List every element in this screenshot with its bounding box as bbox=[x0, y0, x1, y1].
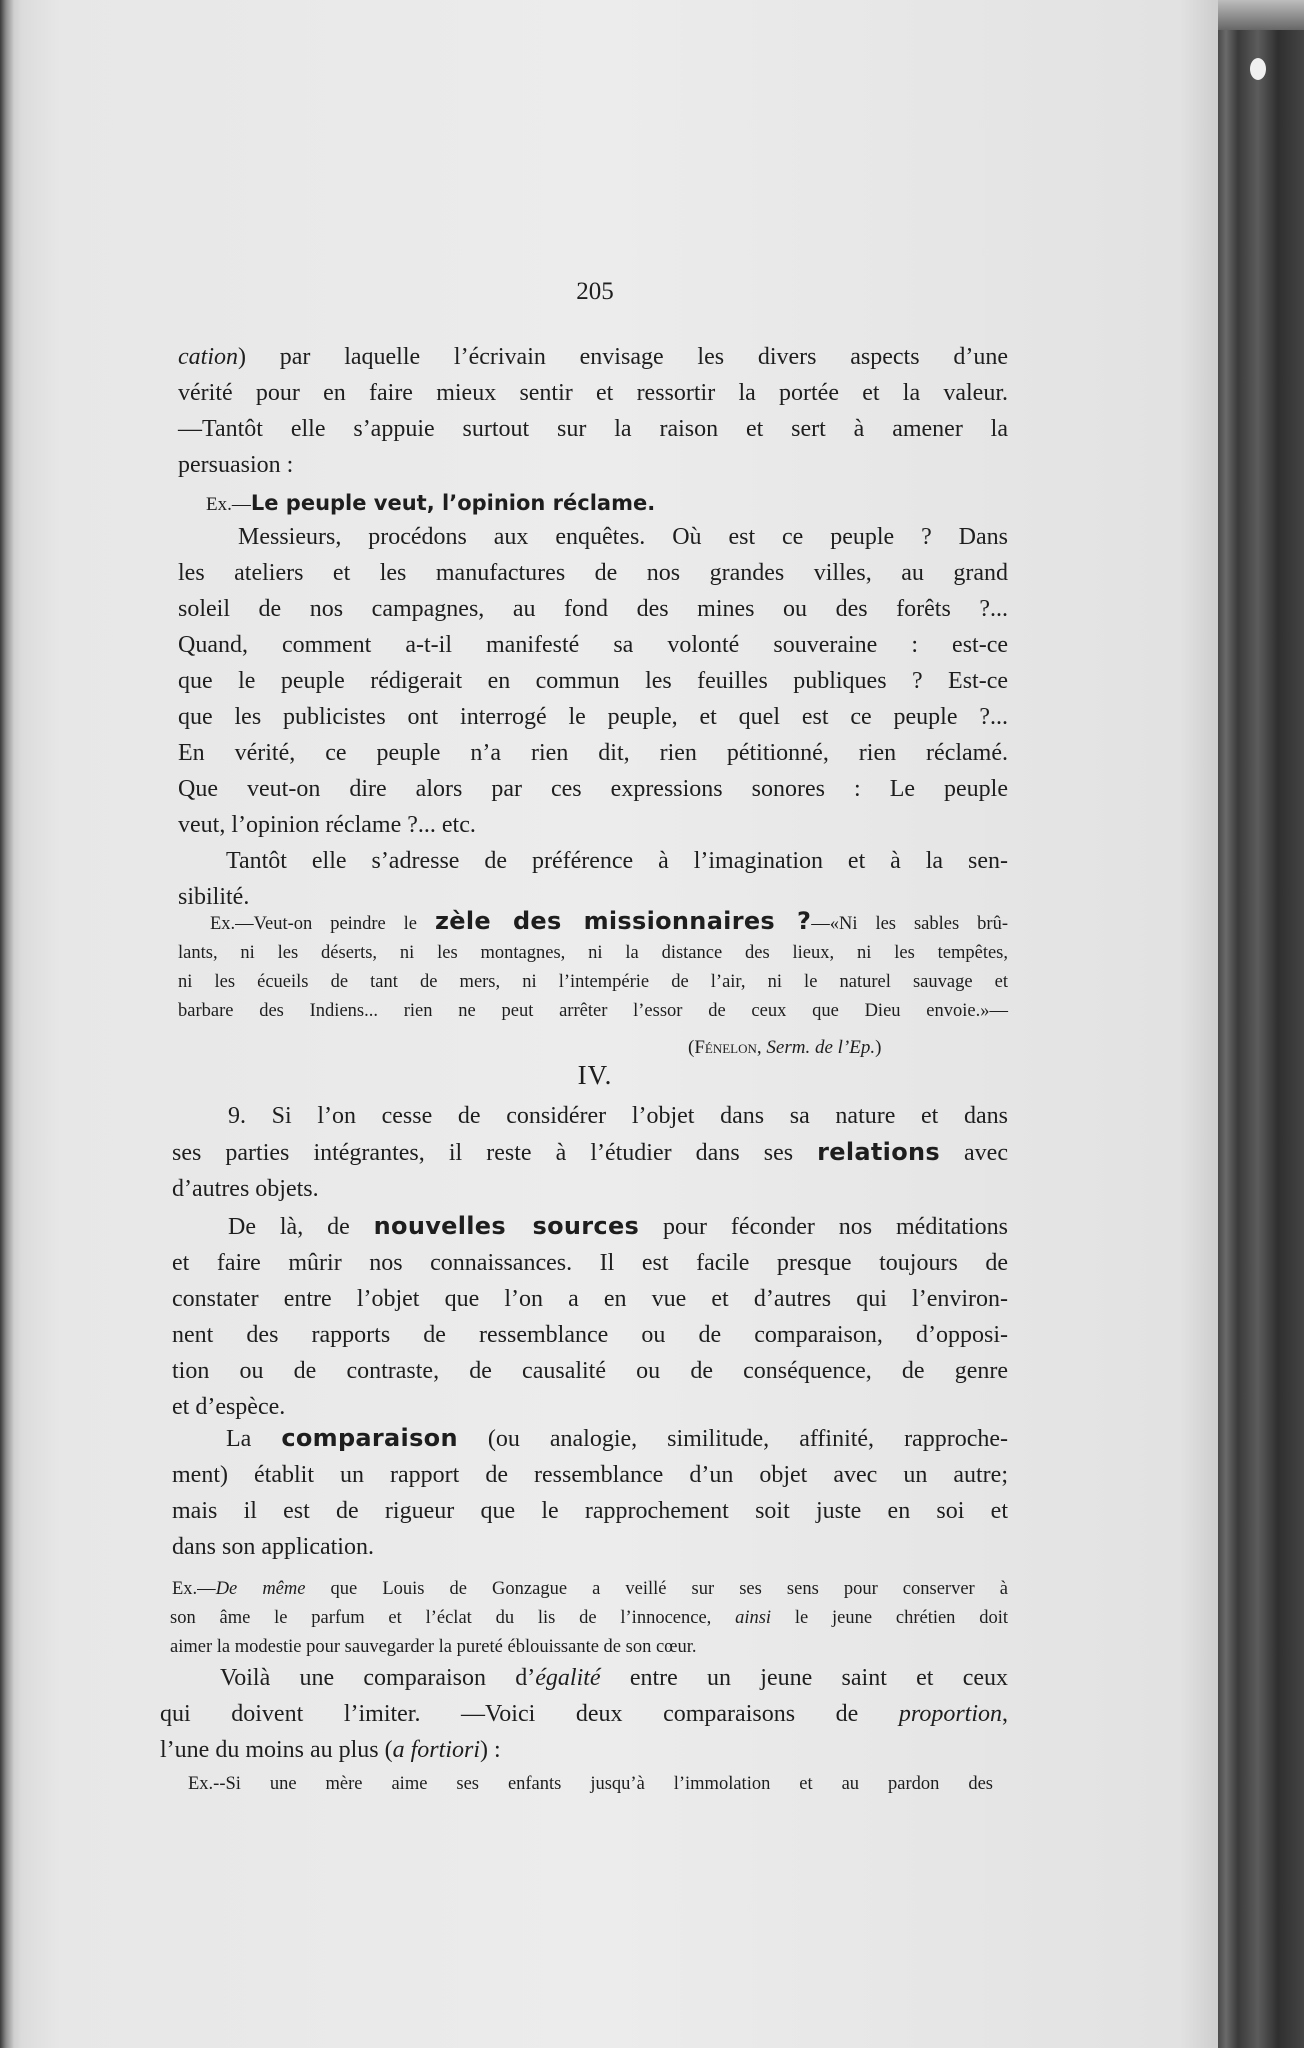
paragraph-sources: De là, de nouvelles sources pour féconder nos méditations et faire mûrir nos connaissances. Il est facile presque toujours de constater entre l’objet que l’on a en vue et d’autres qui l’environ- nent des rapports de ressemblance ou de comparaison, d’opposi- tion ou de contraste, de causalité ou de conséquence, de genre et d’espèce. bbox=[172, 1208, 1008, 1425]
paragraph-imagination bbox=[178, 843, 1008, 915]
emphasis: comparaison bbox=[281, 1424, 458, 1452]
text-line: sibilité. bbox=[178, 884, 250, 910]
text-line: —Tantôt elle s’appuie surtout sur la raison et sert à amener la bbox=[178, 416, 1008, 442]
example-heading bbox=[206, 485, 1036, 523]
text-line: mais il est de rigueur que le rapprochement soit juste en soi et bbox=[172, 1498, 1008, 1524]
text-line: constater entre l’objet que l’on a en vue et d’autres qui l’environ- bbox=[172, 1286, 1008, 1312]
text-line: soleil de nos campagnes, au fond des mines ou des forêts ?... bbox=[178, 596, 1008, 622]
text-line: En vérité, ce peuple n’a rien dit, rien pétitionné, rien réclamé. bbox=[178, 740, 1008, 766]
example-mother bbox=[188, 1770, 993, 1799]
paragraph-quote bbox=[178, 519, 1008, 843]
page-number: 205 bbox=[576, 278, 614, 305]
citation: (Fénelon, Serm. de l’Ep.) bbox=[688, 1037, 882, 1058]
text-line: que le peuple rédigerait en commun les feuilles publiques ? Est-ce bbox=[178, 668, 1008, 694]
text-line: cation) par laquelle l’écrivain envisage les divers aspects d’une bbox=[178, 344, 1008, 370]
paragraph-comparison: La comparaison (ou analogie, similitude, affinité, rapproche- ment) établit un rapport de ressemblance d’un objet avec un autre; mais il est de rigueur que le rapprochement soit juste en soi et dans son application. bbox=[172, 1420, 1008, 1565]
emphasis: nouvelles sources bbox=[373, 1212, 640, 1240]
text-line: que les publicistes ont interrogé le peuple, et quel est ce peuple ?... bbox=[178, 704, 1008, 730]
text-line: lants, ni les déserts, ni les montagnes, ni la distance des lieux, ni les tempêtes, bbox=[178, 943, 1008, 963]
text-line: Ex.--Si une mère aime ses enfants jusqu’à l’immolation et au pardon des bbox=[188, 1774, 993, 1794]
text-line: et d’espèce. bbox=[172, 1394, 286, 1420]
example-gonzague: Ex.—De même que Louis de Gonzague a veillé sur ses sens pour conserver à son âme le parfum et l’éclat du lis de l’innocence, ainsi le jeune chrétien doit aimer la modestie pour sauvegarder la pureté éblouissante de son cœur. bbox=[170, 1575, 1008, 1662]
text-line: Messieurs, procédons aux enquêtes. Où est ce peuple ? Dans bbox=[238, 524, 1008, 550]
text-line: ni les écueils de tant de mers, ni l’intempérie de l’air, ni le naturel sauvage et bbox=[178, 972, 1008, 992]
example-prefix: Ex.— bbox=[206, 494, 251, 515]
text-line: veut, l’opinion réclame ?... etc. bbox=[178, 812, 476, 838]
text-line: nent des rapports de ressemblance ou de comparaison, d’opposi- bbox=[172, 1322, 1008, 1348]
text-line: vérité pour en faire mieux sentir et ressortir la portée et la valeur. bbox=[178, 380, 1008, 406]
text-line: et faire mûrir nos connaissances. Il est facile presque toujours de bbox=[172, 1250, 1008, 1276]
emphasis: relations bbox=[817, 1138, 940, 1166]
text-line: 9. Si l’on cesse de considérer l’objet dans sa nature et dans bbox=[228, 1103, 1008, 1129]
text-line: Tantôt elle s’adresse de préférence à l’imagination et à la sen- bbox=[226, 848, 1008, 874]
text-line: les ateliers et les manufactures de nos grandes villes, au grand bbox=[178, 560, 1008, 586]
paragraph-continuation bbox=[178, 339, 1008, 483]
text-line: dans son application. bbox=[172, 1534, 374, 1560]
paragraph-equality: Voilà une comparaison d’égalité entre un jeune saint et ceux qui doivent l’imiter. —Voici deux comparaisons de proportion, l’une du moins au plus (a fortiori) : bbox=[160, 1665, 1008, 1763]
edge-mark bbox=[1250, 58, 1266, 80]
emphasis: zèle des missionnaires ? bbox=[435, 907, 812, 935]
text-line: Que veut-on dire alors par ces expressions sonores : Le peuple bbox=[178, 776, 1008, 802]
text-line: d’autres objets. bbox=[172, 1176, 319, 1202]
example-missionaries: Ex.—Veut-on peindre le zèle des missionnaires ?—«Ni les sables brû- lants, ni les déserts, ni les montagnes, ni la distance des lieux, ni les tempêtes, ni les écueils de tant de mers, ni l’intempérie de l’air, ni le naturel sauvage et barbare des Indiens... rien ne peut arrêter l’essor de ceux que Dieu envoie.»— bbox=[178, 907, 1008, 1026]
text-line: ment) établit un rapport de ressemblance d’un objet avec un autre; bbox=[172, 1462, 1008, 1488]
section-heading: IV. bbox=[577, 1060, 613, 1090]
text-line: persuasion : bbox=[178, 452, 294, 478]
paragraph-relations: 9. Si l’on cesse de considérer l’objet dans sa nature et dans ses parties intégrantes, il reste à l’étudier dans ses relations avec d’autres objets. bbox=[172, 1098, 1008, 1207]
book-page-edges bbox=[1218, 30, 1304, 2048]
text-line: barbare des Indiens... rien ne peut arrêter l’essor de ceux que Dieu envoie.»— bbox=[178, 1001, 1008, 1021]
text-line: aimer la modestie pour sauvegarder la pureté éblouissante de son cœur. bbox=[170, 1637, 697, 1657]
example-title: Le peuple veut, l’opinion réclame. bbox=[250, 491, 656, 515]
text-line: Quand, comment a-t-il manifesté sa volonté souveraine : est-ce bbox=[178, 632, 1008, 658]
text-line: tion ou de contraste, de causalité ou de conséquence, de genre bbox=[172, 1358, 1008, 1384]
